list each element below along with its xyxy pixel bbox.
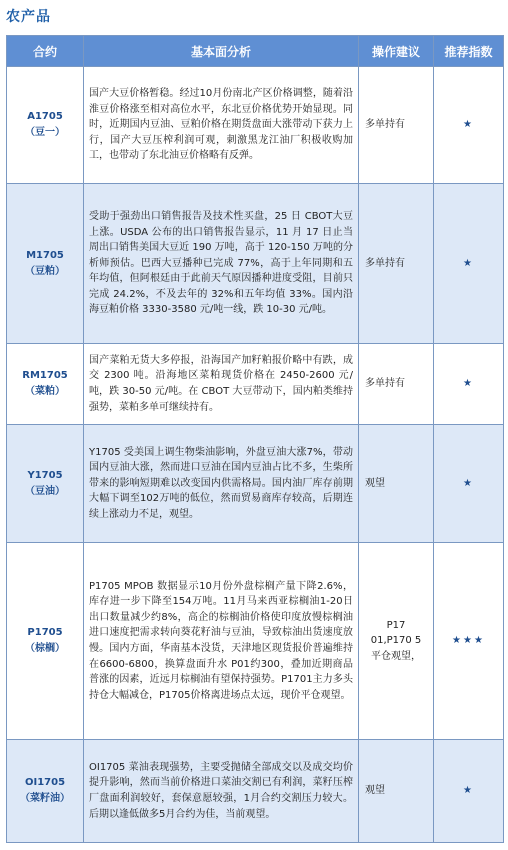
contract-name: （菜籽油） [20,793,70,804]
analysis-cell: Y1705 受美国上调生物柴油影响，外盘豆油大涨7%，带动国内豆油大涨，然而进口豆油在国内豆油占比不多，生柴所带来的影响短期难以改变国内供需格局。国内油厂库存前期大幅下调至102万吨的低位，然而贸易商库存较高，后期连续上涨动力不足，观望。 [84,425,359,543]
contract-cell [7,184,84,344]
table-header-row [7,36,504,67]
contract-code: M1705 [26,249,64,261]
analysis-cell: 受助于强劲出口销售报告及技术性买盘，25 日 CBOT大豆上涨。USDA 公布的出口销售报告显示，11 月 17 日止当周出口销售美国大豆近 190 万吨，高于 120-150 万吨的分析师预估。巴西大豆播种已完成 77%，高于上年同期和五年均值，但阿根廷由于此前天气原因播种进度受阻，目前只完成 24.2%，不及去年的 32%和五年均值 33%。国内沿海豆粕价格 3330-3580 元/吨一线，跌 10-30 元/吨。 [84,184,359,344]
table-row [7,67,504,184]
analysis-cell: OI1705 菜油表现强势，主要受抛储全部成交以及成交均价提升影响，然而当前价格进口菜油交割已有利润，菜籽压榨厂盘面利润较好，套保意愿较强，1月合约交割压力较大。后期以逢低做多5月合约为佳，当前观望。 [84,740,359,843]
table-row [7,184,504,344]
contract-code: P1705 [27,627,63,639]
contract-cell [7,740,84,843]
table-row [7,344,504,425]
table-row [7,740,504,843]
table-row [7,425,504,543]
analysis-cell: 国产菜粕无货大多停报，沿海国产加籽粕报价略中有跌，成交 2300 吨。沿海地区菜粕现货价格在 2450-2600 元/吨，跌 30-50 元/吨。在 CBOT 大豆带动下，国内粕类维持强势，菜粕多单可继续持有。 [84,344,359,425]
contract-name: （棕榈） [25,643,65,654]
advice-cell: 多单持有 [359,67,434,184]
header-contract: 合约 [7,36,84,67]
contract-name: （豆一） [25,127,65,138]
section-title: 农产品 [6,9,51,25]
rating-stars: ★ [434,740,504,843]
header-analysis: 基本面分析 [84,36,359,67]
contract-cell [7,425,84,543]
advice-cell: 多单持有 [359,344,434,425]
contract-name: （豆粕） [25,265,65,277]
contract-code: RM1705 [22,370,68,382]
table-row [7,543,504,740]
contract-name: （菜粕） [25,386,65,397]
header-rating: 推荐指数 [434,36,504,67]
contract-name: （豆油） [25,485,65,497]
contract-code: Y1705 [27,469,63,481]
advice-cell: 观望 [359,740,434,843]
rating-stars: ★ [434,425,504,543]
header-advice: 操作建议 [359,36,434,67]
advice-cell: 观望 [359,425,434,543]
analysis-cell: P1705 MPOB 数据显示10月份外盘棕榈产量下降2.6%，库存进一步下降至154万吨。11月马来西亚棕榈油1-20日出口数量减少约8%，高企的棕榈油价格使印度放慢棕榈油进口速度把需求转向葵花籽油与豆油，导致棕油出货速度放慢。国内方面，华南基本没货，天津地区现货报价普遍维持在6600-6800，换算盘面升水 P01约300，叠加近期商品普涨的因素，近远月棕榈油有望保持强势。P1701主力多头持仓大幅减仓，P1705价格离进场点太远，现价平仓观望。 [84,543,359,740]
rating-stars: ★ [434,67,504,184]
analysis-cell: 国产大豆价格暂稳。经过10月份南北产区价格调整，随着沿淮豆价格涨至相对高位水平，东北豆价格优势开始显现。同时，近期国内豆油、豆粕价格在期货盘面大涨带动下获力上行，国产大豆压榨利润可观，刺激黑龙江油厂积极收购加工，也带动了东北油豆价格略有反弹。 [84,67,359,184]
commodity-table [6,35,504,843]
contract-cell [7,67,84,184]
contract-cell [7,344,84,425]
rating-stars: ★ [434,344,504,425]
advice-cell: 多单持有 [359,184,434,344]
contract-code: OI1705 [24,777,66,789]
rating-stars: ★★★ [434,543,504,740]
advice-cell: P17 01,P170 5 平仓观望， [359,543,434,740]
contract-cell [7,543,84,740]
rating-stars: ★ [434,184,504,344]
contract-code: A1705 [27,111,63,123]
